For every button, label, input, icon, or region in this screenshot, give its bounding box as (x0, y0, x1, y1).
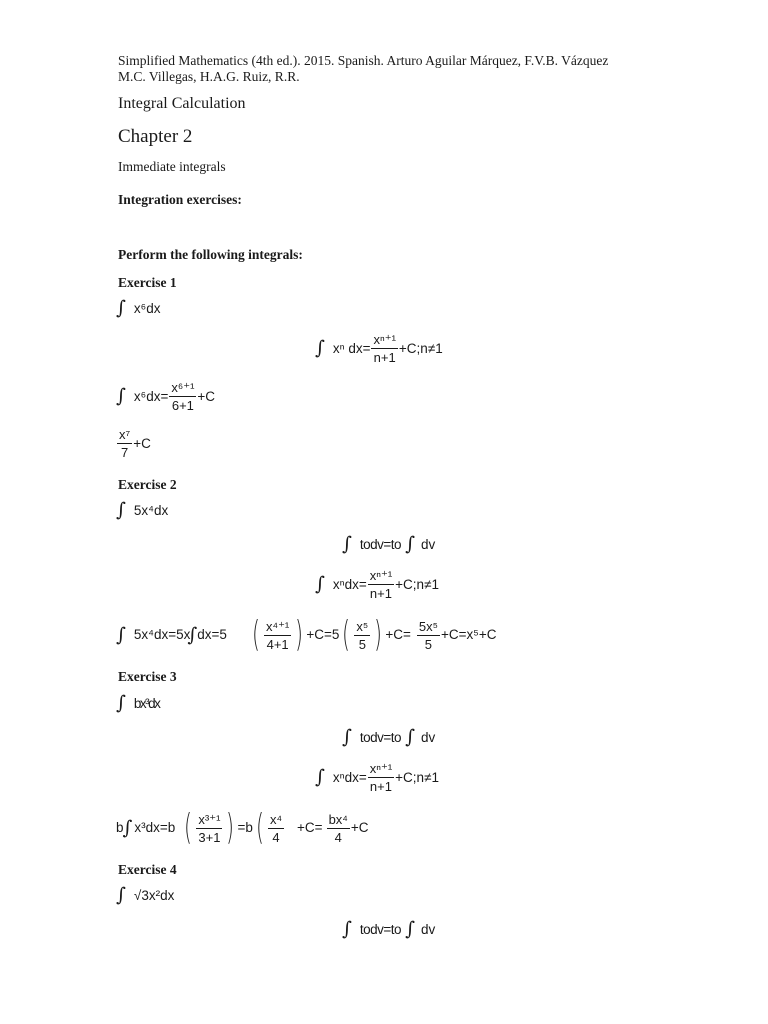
result-fraction: $\frac{\text{x⁷}}{7}$ (119, 427, 131, 460)
rule-lhs: xⁿdx= (332, 769, 367, 785)
citation-line-2: M.C. Villegas, H.A.G. Ruiz, R.R. (118, 69, 300, 84)
property-mid: todv=to (359, 729, 402, 745)
exercise-3-problem (116, 694, 159, 713)
integral-sign: ∫ (342, 726, 352, 748)
exercise-1-rule (315, 333, 443, 364)
rule-fraction: $\frac{\text{xⁿ⁺¹}}{n+1}$ (373, 332, 396, 365)
integral-sign: ∫ (342, 533, 352, 555)
right-paren: ) (374, 614, 383, 655)
property-mid: todv=to (359, 536, 402, 552)
property-end: dv (420, 921, 436, 937)
integral-sign: ∫ (405, 533, 415, 555)
left-paren: ( (252, 614, 260, 655)
rule-fraction: $\frac{\text{xⁿ⁺¹}}{n+1}$ (369, 761, 393, 794)
rule-lhs: xⁿ dx= (332, 340, 371, 356)
solution-fraction-3: $\frac{\text{bx⁴}}{4}$ (328, 811, 348, 845)
section-heading: Integration exercises: (118, 192, 242, 207)
exercise-4-property (342, 920, 435, 939)
exercise-4-problem (116, 886, 174, 905)
integral-sign: ∫ (116, 884, 126, 906)
integrand: bx³dx (133, 695, 160, 711)
solution-c2: +C= (297, 820, 323, 836)
citation-line-1: Simplified Mathematics (4th ed.). 2015. Spanish. Arturo Aguilar Márquez, F.V.B. Vázquez (118, 53, 609, 68)
integral-sign: ∫ (187, 623, 198, 646)
left-paren: ( (342, 614, 351, 655)
step-lhs: x⁶dx= (133, 388, 169, 404)
solution-lhs: 5x⁴dx=5x (133, 627, 191, 643)
exercise-2-rule (315, 569, 439, 600)
exercise-2-solution (116, 614, 497, 655)
rule-fraction: $\frac{\text{xⁿ⁺¹}}{n+1}$ (369, 568, 393, 601)
rule-rhs: +C;n≠1 (395, 769, 439, 785)
chapter-subtitle: Immediate integrals (118, 159, 226, 174)
exercise-1-problem (116, 299, 160, 318)
left-paren: ( (184, 807, 193, 848)
integrand: x⁶dx (133, 300, 161, 316)
result-rhs: +C (133, 435, 151, 451)
integral-sign: ∫ (405, 726, 415, 748)
integral-sign: ∫ (405, 918, 415, 940)
rule-rhs: +C;n≠1 (398, 340, 443, 356)
solution-b: b (116, 820, 124, 836)
solution-c1: =b (237, 820, 253, 836)
right-paren: ) (295, 614, 304, 655)
exercise-3-property (342, 728, 435, 747)
integral-sign: ∫ (315, 766, 325, 788)
solution-fraction-2: $\frac{\text{x⁴}}{4}$ (269, 811, 283, 845)
instruction-heading: Perform the following integrals: (118, 247, 303, 262)
integral-sign: ∫ (116, 623, 126, 646)
exercise-2-problem (116, 501, 168, 520)
exercise-1-label: Exercise 1 (118, 275, 177, 290)
rule-lhs: xⁿdx= (332, 576, 367, 592)
solution-fraction-1: $\frac{\text{x⁴⁺¹}}{4+1}$ (265, 618, 290, 652)
step-fraction: $\frac{\text{x⁶⁺¹}}{6+1}$ (171, 380, 195, 413)
document-title: Integral Calculation (118, 95, 246, 112)
exercise-2-label: Exercise 2 (118, 477, 177, 492)
solution-end: +C (350, 820, 369, 836)
left-paren: ( (256, 807, 264, 848)
exercise-3-rule (315, 762, 439, 793)
solution-fraction-1: $\frac{\text{x³⁺¹}}{3+1}$ (198, 811, 221, 845)
exercise-3-solution (116, 807, 369, 848)
exercise-1-result (116, 428, 151, 459)
property-mid: todv=to (359, 921, 402, 937)
solution-fraction-2: $\frac{\text{x⁵}}{5}$ (356, 618, 369, 652)
property-end: dv (420, 729, 436, 745)
integral-sign: ∫ (116, 385, 126, 407)
solution-c1: +C=5 (306, 627, 340, 643)
exercise-2-property (342, 535, 435, 554)
solution-fraction-3: $\frac{\text{5x⁵}}{5}$ (418, 618, 438, 652)
exercise-4-label: Exercise 4 (118, 862, 177, 877)
integrand: 5x⁴dx (133, 502, 169, 518)
step-rhs: +C (197, 388, 216, 404)
integral-sign: ∫ (116, 499, 126, 521)
integral-sign: ∫ (122, 816, 133, 839)
exercise-3-label: Exercise 3 (118, 669, 177, 684)
solution-c2: +C= (385, 627, 411, 643)
integral-sign: ∫ (315, 573, 325, 595)
integral-sign: ∫ (315, 337, 325, 359)
solution-lhs: x³dx=b (134, 820, 176, 836)
solution-end: +C=x⁵+C (440, 627, 497, 643)
right-paren: ) (226, 807, 235, 848)
rule-rhs: +C;n≠1 (395, 576, 439, 592)
integral-sign: ∫ (342, 918, 352, 940)
solution-mid: dx=5 (197, 627, 227, 643)
integral-sign: ∫ (116, 297, 126, 319)
property-end: dv (420, 536, 436, 552)
integrand: √3x²dx (133, 887, 175, 903)
integral-sign: ∫ (116, 692, 126, 714)
chapter-heading: Chapter 2 (118, 126, 193, 147)
exercise-1-step (116, 381, 215, 412)
